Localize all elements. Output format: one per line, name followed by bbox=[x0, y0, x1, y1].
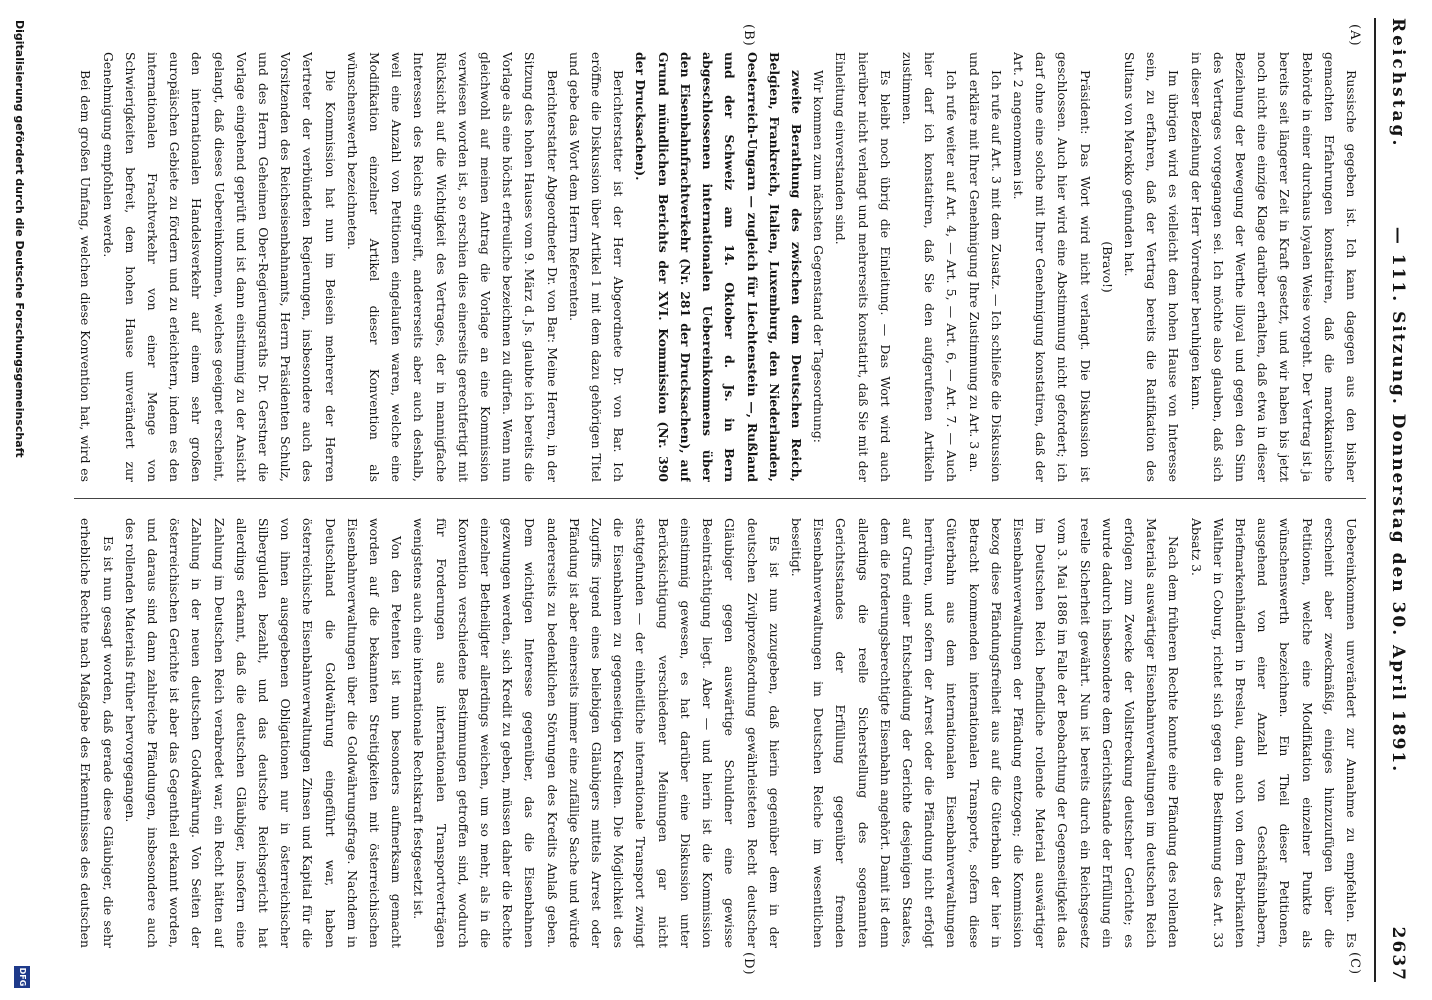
paragraph: Ich rufe weiter auf Art. 4, — Art. 5, — Art. 6, — Art. 7. — Auch hier darf ich konstatiren, daß Sie den aufgerufenen Artikeln zustimmen. bbox=[899, 52, 960, 482]
paragraph: Es ist nun zuzugeben, daß hierin gegenüber dem in der deutschen Zivilprozeßordnung gewährleisteten Recht deutscher Gläubiger gegen auswärtige Schuldner eine gewisse Beeinträchtigung liegt. Aber — und hierin ist die Kommission einstimmig gewesen, es hat darüber eine Diskussion unter Berücksichtigung verschiedener Meinungen gar nicht stattgefunden — der einheitliche internationale Transport zwingt die Eisenbahnen zu gegenseitigen Krediten. Die Möglichkeit des Zugriffs irgend eines beliebigen Gläubigers mittels Arrest oder Pfändung ist aber einerseits immer eine zufällige Sache und würde andererseits zu bedenklichen Störungen des Kredits Anlaß geben. Dem wichtigen Interesse gegenüber, das die Eisenbahnen gezwungen werden, sich Kredit zu geben, müssen daher die Rechte einzelner Betheiligter allerdings weichen, um so mehr, als in die Konvention verschiedene Bestimmungen getroffen sind, wodurch für Forderungen aus internationalen Transportverträgen wenigstens auch eine internationale Rechtskraft festgesetzt ist. bbox=[411, 518, 782, 948]
header-session-date: — 111. Sitzung. Donnerstag den 30. April 1891. bbox=[1388, 226, 1408, 774]
digitization-credit: Digitalisierung gefördert durch die Deutsche Forschungsgemeinschaft bbox=[13, 20, 26, 458]
paragraph: Die Kommission hat nun im Beisein mehrerer der Herren Vertreter der verbündeten Regierungen, insbesondere auch des Vorsitzenden des Reichseisenbahnamts, Herrn Präsidenten Schulz, und des Herrn Geheimen Ober-Regierungsraths Dr. Gerstner die Vorlage eingehend geprüft und ist dann einstimmig zu der Ansicht gelangt, daß dieses Uebereinkommen, welches geeignet erscheint, den internationalen Handelsverkehr auf einem sehr großen europäischen Gebiete zu fördern und zu erleichtern, indem es den internationalen Frachtverkehr von einer Menge von Schwierigkeiten befreit, dem hohen Hause unverändert zur Genehmigung empfohlen werde. bbox=[100, 52, 338, 482]
paragraph: Von den Petenten ist nun besonders aufmerksam gemacht worden auf die bekannten Streitigkeiten mit österreichischen Eisenbahnverwaltungen über die Goldwährungsfrage. Nachdem in Deutschland die Goldwährung eingeführt war, haben österreichische Eisenbahnverwaltungen Zinsen und Kapital für die von ihnen ausgegebenen Obligationen nur in österreichischer Silbergulden bezahlt, und das deutsche Reichsgericht hat allerdings erkannt, daß die deutschen Gläubiger, insofern eine Zahlung im Deutschen Reich verabredet war, ein Recht hätten auf Zahlung in der neuen deutschen Goldwährung. Von Seiten der österreichischen Gerichte ist aber das Gegentheil erkannt worden, und daraus sind dann zahlreiche Pfändungen, insbesondere auch des rollenden Materials früher hervorgegangen. bbox=[122, 518, 405, 948]
paragraph: Russische gegeben ist. Ich kann dagegen aus den bisher gemachten Erfahrungen konstatiren, daß die marokkanische Behörde in einer durchaus loyalen Weise vorgeht. Der Vertrag ist ja bereits seit längerer Zeit in Kraft gesetzt, und wir haben bis jetzt noch nicht eine einzige Klage darüber erhalten, daß etwa in dieser Beziehung der Bewegung der Werthe illoyal und gegen den Sinn des Vertrages vorgegangen sei. Ich möchte also glauben, daß sich in dieser Beziehung der Herr Vorredner beruhigen kann. bbox=[1188, 52, 1359, 482]
right-column bbox=[74, 518, 1362, 948]
margin-marker-d: (D) bbox=[741, 952, 756, 976]
paragraph: Ich rufe auf Art. 3 mit dem Zusatz. — Ich schließe die Diskussion und erkläre mit Ihrer Genehmigung Ihre Zustimmung zu Art. 3 an. bbox=[966, 52, 1004, 482]
dfg-logo-icon: DFG bbox=[14, 966, 30, 988]
page-header bbox=[1382, 18, 1408, 982]
paragraph: Uebereinkommen unverändert zur Annahme zu empfehlen. Es erscheint aber zweckmäßig, einiges hinzuzufügen über die Petitionen, welche eine Modifikation einzelner Punkte als wünschenswerth bezeichnen. Ein Theil dieser Petitionen, ausgehend von einer Anzahl von Geschäftsinhabern, Briefmarkenhändlern in Breslau, dann auch von dem Fabrikanten Walther in Coburg, richtet sich gegen die Bestimmung des Art. 33 Absatz 3. bbox=[1188, 518, 1359, 948]
paragraph: (Bravo!) bbox=[1099, 241, 1115, 293]
paragraph: Es ist nun gesagt worden, daß gerade diese Gläubiger, die sehr erhebliche Rechte nach Maßgabe des Erkenntnisses des deutschen bbox=[78, 518, 116, 948]
header-rule bbox=[1374, 18, 1376, 982]
paragraph: Präsident: Das Wort wird nicht verlangt. Die Diskussion ist geschlossen. Auch hier wird eine Abstimmung nicht gefordert; ich darf ohne eine solche mit Ihrer Genehmigung konstatiren, daß der Art. 2 angenommen ist. bbox=[1010, 52, 1093, 482]
left-column bbox=[74, 52, 1362, 482]
page-number: 2637 bbox=[1388, 926, 1408, 982]
column-divider bbox=[74, 498, 1366, 499]
header-chamber: Reichstag. bbox=[1388, 18, 1408, 149]
paragraph: Es bleibt noch übrig die Einleitung. — Das Wort wird auch hierüber nicht verlangt und mehrerseits konstatirt, daß Sie mit der Einleitung einverstanden sind. bbox=[833, 52, 893, 482]
margin-marker-a: (A) bbox=[1347, 24, 1362, 47]
paragraph: Berichterstatter Abgeordneter Dr. von Bar: Meine Herren, in der Sitzung des hohen Hauses vom 9. März d. Js. glaubte ich bereits die Vorlage als eine höchst erfreuliche bezeichnen zu dürfen. Wenn nun gleichwohl auf meinen Antrag die Vorlage an eine Kommission verwiesen worden ist, so erschien dies einerseits gerechtfertigt mit Rücksicht auf die Wichtigkeit des Vertrages, der in mannigfache Interessen des Reichs eingreift, andererseits aber auch deshalb, weil eine Anzahl von Petitionen eingelaufen waren, welche eine Modifikation einzelner Artikel dieser Konvention als wünschenswerth bezeichneten. bbox=[344, 52, 560, 482]
paragraph: Wir kommen zum nächsten Gegenstand der Tagesordnung: bbox=[811, 70, 827, 443]
paragraph: Bei dem großen Umfang, welchen diese Konvention hat, wird es bbox=[78, 70, 94, 482]
margin-marker-b: (B) bbox=[741, 24, 756, 47]
paragraph: Im übrigen wird es vielleicht dem hohen Hause von Interesse sein, zu erfahren, daß der Vertrag bereits die Ratifikation des Sultans von Marokko gefunden hat. bbox=[1121, 52, 1182, 482]
margin-marker-c: (C) bbox=[1347, 952, 1362, 976]
paragraph: Nach dem früheren Rechte konnte eine Pfändung des rollenden Materials auswärtiger Eisenbahnverwaltungen im deutschen Reich erfolgen zum Zwecke der Vollstreckung deutscher Gerichte; es wurde dadurch insbesondere dem Gerichtsstande der Erfüllung ein reelle Sicherheit gewährt. Nun ist bereits durch ein Reichsgesetz vom 3. Mai 1886 im Falle der Beobachtung der Gegenseitigkeit das im Deutschen Reich befindliche rollende Material auswärtiger Eisenbahnverwaltungen der Pfändung entzogen; die Kommission bezog diese Pfändungsfreiheit aus auf die Güterbahn der hier in Betracht kommenden internationalen Transporte, sofern diese Güterbahn aus dem internationalen Eisenbahnverwaltungen herrühren, und sofern der Arrest oder die Pfändung nicht erfolgt auf Grund einer Entscheidung der Gerichte desjenigen Staates, dem die forderungsberechtigte Eisenbahn angehört. Damit ist denn allerdings die reelle Sicherstellung des sogenannten Gerichtsstandes der Erfüllung gegenüber fremden Eisenbahnverwaltungen im Deutschen Reiche im wesentlichen beseitigt. bbox=[788, 518, 1182, 948]
agenda-item: zweite Berathung des zwischen dem Deutschen Reich, Belgien, Frankreich, Italien, Luxemburg, den Niederlanden, Oesterreich-Ungarn — zugleich für Liechtenstein —, Rußland und der Schweiz am 14. Oktober d. Js. in Bern abgeschlossenen internationalen Uebereinkommens über den Eisenbahnfrachtverkehr (Nr. 281 der Drucksachen), auf Grund mündlichen Berichts der XVI. Kommission (Nr. 390 der Drucksachen). bbox=[633, 52, 804, 482]
paragraph: Berichterstatter ist der Herr Abgeordnete Dr. von Bar. Ich eröffne die Diskussion über Artikel 1 mit dem dazu gehörigen Titel und gebe das Wort dem Herrn Referenten. bbox=[566, 52, 627, 482]
